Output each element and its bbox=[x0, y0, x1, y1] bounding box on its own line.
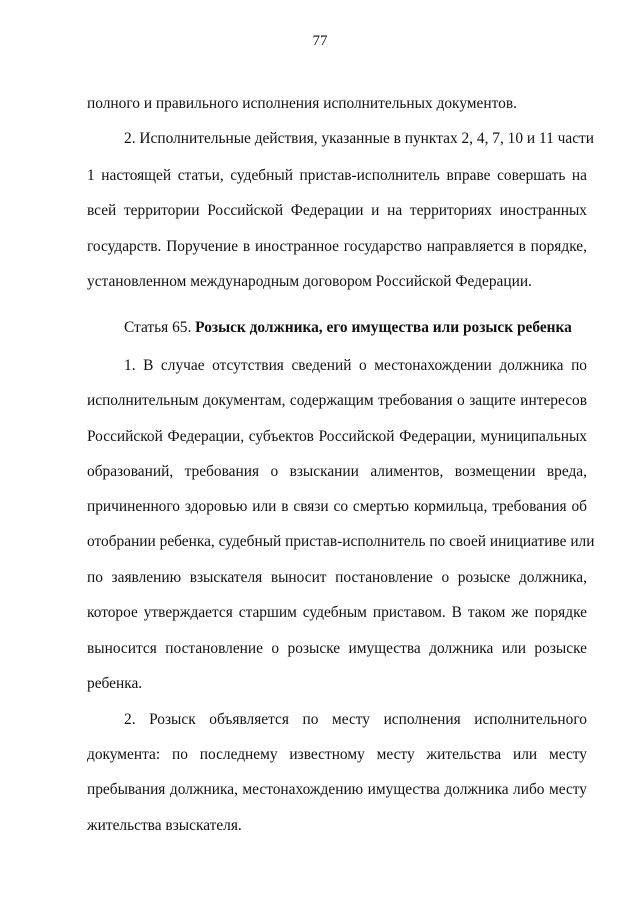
paragraph-2-line: государств. Поручение в иностранное государство направляется в порядке, bbox=[87, 238, 587, 255]
paragraph-2-line: установленном международным договором Российской Федерации. bbox=[87, 273, 532, 290]
paragraph-2-line: всей территории Российской Федерации и на территориях иностранных bbox=[87, 202, 587, 219]
article-65-part-2-line: 2. Розыск объявляется по месту исполнения исполнительного bbox=[124, 711, 587, 728]
article-65-part-1-line: Российской Федерации, субъектов Российской Федерации, муниципальных bbox=[87, 428, 587, 445]
article-65-part-1-line: исполнительным документам, содержащим требования о защите интересов bbox=[87, 392, 587, 409]
paragraph-2-line: 1 настоящей статьи, судебный пристав-исполнитель вправе совершать на bbox=[87, 167, 587, 184]
article-65-part-1-line: отобрании ребенка, судебный пристав-исполнитель по своей инициативе или bbox=[87, 533, 595, 550]
article-65-part-1-line: по заявлению взыскателя выносит постановление о розыске должника, bbox=[87, 569, 587, 586]
article-65-part-1-line: образований, требования о взыскании алиментов, возмещении вреда, bbox=[87, 463, 587, 480]
page-number: 77 bbox=[312, 33, 328, 49]
article-title: Розыск должника, его имущества или розыск ребенка bbox=[195, 319, 572, 336]
article-number: Статья 65. bbox=[124, 319, 196, 336]
article-65-part-1-line: ребенка. bbox=[87, 675, 143, 692]
article-65-part-1-line: которое утверждается старшим судебным приставом. В таком же порядке bbox=[87, 604, 587, 621]
paragraph-2-line: 2. Исполнительные действия, указанные в пунктах 2, 4, 7, 10 и 11 части bbox=[124, 130, 595, 147]
article-65-part-1-line: выносится постановление о розыске имущества должника или розыске bbox=[87, 640, 587, 657]
article-65-part-1-line: 1. В случае отсутствия сведений о местонахождении должника по bbox=[124, 357, 587, 374]
article-heading bbox=[124, 318, 587, 338]
article-65-part-2-line: документа: по последнему известному месту жительства или месту bbox=[87, 746, 587, 763]
text-line: полного и правильного исполнения исполнительных документов. bbox=[87, 95, 517, 112]
article-65-part-1-line: причиненного здоровью или в связи со смертью кормильца, требования об bbox=[87, 498, 587, 515]
article-65-part-2-line: жительства взыскателя. bbox=[87, 817, 242, 834]
article-65-part-2-line: пребывания должника, местонахождению имущества должника либо месту bbox=[87, 781, 587, 798]
